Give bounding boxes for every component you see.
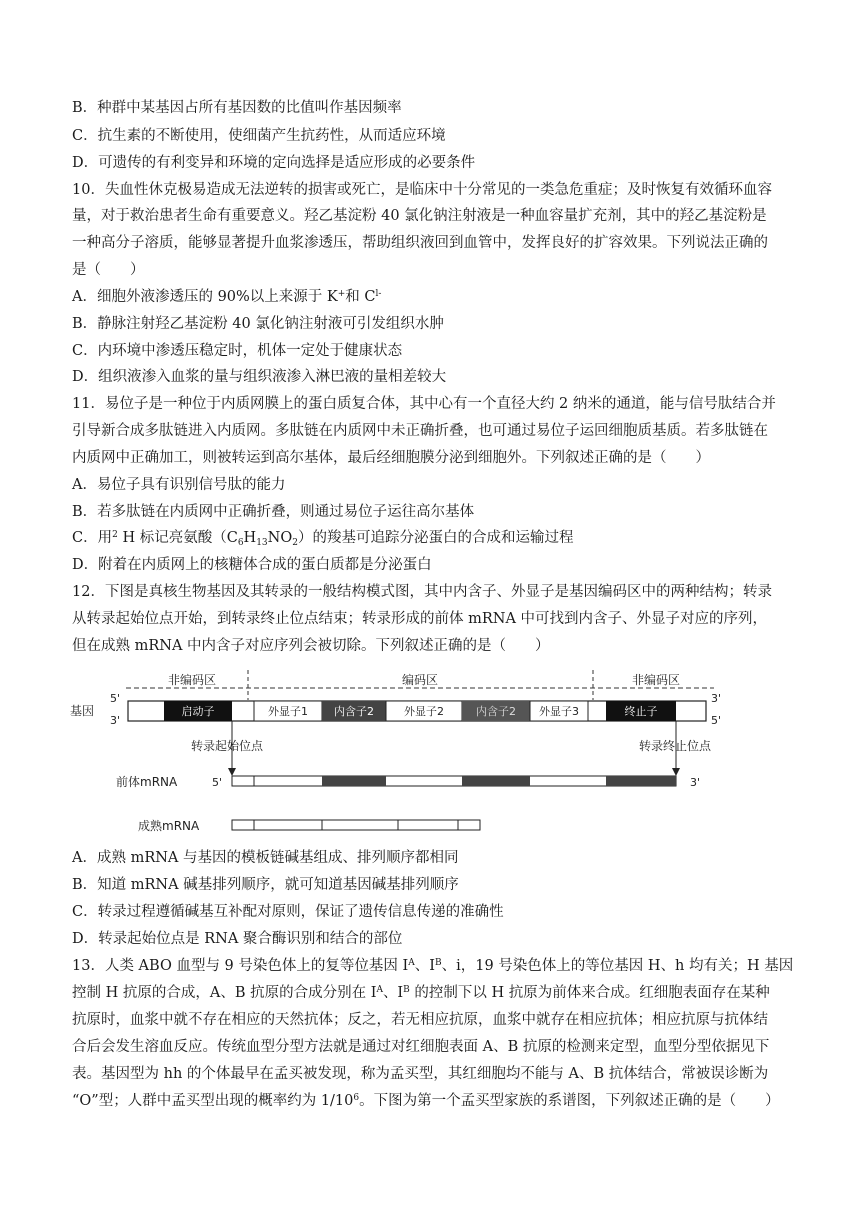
gene-label: 基因	[70, 704, 95, 718]
q11-stem-line-2: 引导新合成多肽链进入内质网。多肽链在内质网中未正确折叠，也可通过易位子运回细胞质基质。若多肽链在	[72, 423, 768, 439]
formula-subscript-c: 6	[237, 538, 244, 548]
q13-stem-line-3: 抗原时，血浆中就不存在相应的天然抗体；反之，若无相应抗原，血浆中就存在相应抗体；相应抗原与抗体结	[72, 1012, 768, 1028]
mature-mrna-bar	[232, 820, 480, 830]
exon3-label: 外显子3	[539, 705, 579, 718]
terminator-label: 终止子	[624, 705, 658, 718]
allele-a-sup: A	[408, 958, 415, 968]
q11-option-c-text-2: H 标记亮氨酸（C	[117, 530, 238, 546]
formula-no: NO	[267, 530, 293, 546]
exon2-label: 外显子2	[404, 705, 444, 718]
q9-option-b: B．种群中某基因占所有基因数的比值叫作基因频率	[72, 100, 402, 116]
q10-stem-line-3: 一种高分子溶质，能够显著提升血浆渗透压，帮助组织液回到血管中，发挥良好的扩容效果。下列说法正确的	[72, 235, 768, 251]
strand-5-top: 5'	[110, 692, 121, 705]
q13-line2-text-2: 、I	[382, 985, 404, 1001]
intron2a-label: 内含子2	[334, 705, 374, 718]
isotope-mass-number: 2	[112, 530, 118, 540]
q11-option-a: A．易位子具有识别信号肽的能力	[72, 477, 286, 493]
strand-3-bottom: 3'	[110, 714, 121, 727]
q10-stem-line-4: 是（ ）	[72, 262, 145, 278]
pre-mrna-3: 3'	[690, 776, 701, 789]
q13-line1-text-2: 、I	[414, 958, 435, 974]
promoter-label: 启动子	[181, 705, 215, 718]
q11-option-c	[72, 528, 802, 548]
q13-stem-line-6	[72, 1091, 802, 1111]
q10-option-c: C．内环境中渗透压稳定时，机体一定处于健康状态	[72, 343, 403, 359]
allele-a-sup-2: A	[376, 985, 383, 995]
q12-stem-line-2: 从转录起始位点开始，到转录终止位点结束；转录形成的前体 mRNA 中可找到内含子、外显子对应的序列，	[72, 611, 768, 627]
pre-mrna-intron-1	[322, 776, 386, 786]
q12-option-c: C．转录过程遵循碱基互补配对原则，保证了遗传信息传递的准确性	[72, 904, 504, 920]
intron2b-label: 内含子2	[476, 705, 516, 718]
q11-stem-line-1: 11．易位子是一种位于内质网膜上的蛋白质复合体，其中心有一个直径大约 2 纳米的通道，能与信号肽结合并	[72, 396, 776, 412]
pre-mrna-5: 5'	[212, 776, 223, 789]
exponent: 6	[353, 1093, 360, 1103]
q13-stem-line-2	[72, 983, 802, 1003]
tx-start-label: 转录起始位点	[191, 739, 264, 753]
q12-stem-line-3: 但在成熟 mRNA 中内含子对应序列会被切除。下列叙述正确的是（ ）	[72, 638, 550, 654]
formula-subscript-o: 2	[292, 538, 298, 548]
q12-option-b: B．知道 mRNA 碱基排列顺序，就可知道基因碱基排列顺序	[72, 877, 459, 893]
q11-stem-line-3: 内质网中正确加工，则被转运到高尔基体，最后经细胞膜分泌到细胞外。下列叙述正确的是（ ）	[72, 450, 710, 466]
q11-option-c-text-3: ）的羧基可追踪分泌蛋白的合成和运输过程	[297, 530, 574, 546]
allele-b-sup: B	[434, 958, 442, 968]
formula-subscript-h: 13	[256, 538, 268, 548]
q9-option-c: C．抗生素的不断使用，使细菌产生抗药性，从而适应环境	[72, 128, 446, 144]
q12-option-d: D．转录起始位点是 RNA 聚合酶识别和结合的部位	[72, 931, 403, 947]
q12-stem-line-1: 12．下图是真核生物基因及其转录的一般结构模式图，其中内含子、外显子是基因编码区中的两种结构；转录	[72, 584, 772, 600]
strand-5-bottom-right: 5'	[711, 714, 722, 727]
formula-h: H	[243, 530, 257, 546]
q11-option-b: B．若多肽链在内质网中正确折叠，则通过易位子运往高尔基体	[72, 504, 475, 520]
region-noncoding-left: 非编码区	[167, 673, 217, 687]
q10-option-a-text-2: 和 C	[345, 289, 376, 305]
q13-stem-line-5: 表。基因型为 hh 的个体最早在孟买被发现，称为孟买型，其红细胞均不能与 A、B 抗体结合，常被误诊断为	[72, 1066, 769, 1082]
q10-option-b: B．静脉注射羟乙基淀粉 40 氯化钠注射液可引发组织水肿	[72, 316, 444, 332]
q13-line6-text: “O”型；人群中孟买型出现的概率约为 1/10	[72, 1093, 354, 1109]
region-coding: 编码区	[401, 673, 439, 687]
q13-line2-text: 控制 H 抗原的合成，A、B 抗原的合成分别在 I	[72, 985, 377, 1001]
gene-structure-diagram	[66, 664, 736, 842]
q10-option-a	[72, 287, 802, 307]
q10-option-a-text: A．细胞外液渗透压的 90%以上来源于 K	[72, 289, 338, 305]
q9-option-d: D．可遗传的有利变异和环境的定向选择是适应形成的必要条件	[72, 155, 476, 171]
cl-ion-charge: l-	[375, 289, 382, 299]
mature-mrna-label: 成熟mRNA	[138, 819, 200, 833]
exon1-label: 外显子1	[268, 705, 308, 718]
strand-3-top-right: 3'	[711, 692, 722, 705]
tx-end-label: 转录终止位点	[639, 739, 712, 753]
allele-b-sup-2: B	[403, 985, 410, 995]
pre-mrna-intron-2	[462, 776, 530, 786]
q13-stem-line-4: 合后会发生溶血反应。传统血型分型方法就是通过对红细胞表面 A、B 抗原的检测来定型，血型分型依据见下	[72, 1039, 770, 1055]
q11-option-d: D．附着在内质网上的核糖体合成的蛋白质都是分泌蛋白	[72, 557, 432, 573]
q10-stem-line-1: 10．失血性休克极易造成无法逆转的损害或死亡，是临床中十分常见的一类急危重症；及时恢复有效循环血容	[72, 182, 772, 198]
q10-stem-line-2: 量，对于救治患者生命有重要意义。羟乙基淀粉 40 氯化钠注射液是一种血容量扩充剂，其中的羟乙基淀粉是	[72, 208, 767, 224]
k-ion-charge: +	[337, 289, 346, 299]
pre-mrna-label: 前体mRNA	[116, 775, 178, 789]
region-noncoding-right: 非编码区	[631, 673, 681, 687]
q13-line6-text-2: 。下图为第一个孟买型家族的系谱图，下列叙述正确的是（ ）	[359, 1093, 780, 1109]
q10-option-d: D．组织液渗入血浆的量与组织液渗入淋巴液的量相差较大	[72, 369, 447, 385]
q13-line2-text-3: 的控制下以 H 抗原为前体来合成。红细胞表面存在某种	[409, 985, 770, 1001]
q13-line1-text-3: 、i，19 号染色体上的等位基因 H、h 均有关；H 基因	[441, 958, 794, 974]
q12-option-a: A．成熟 mRNA 与基因的模板链碱基组成、排列顺序都相同	[72, 850, 459, 866]
q11-option-c-text: C．用	[72, 530, 113, 546]
q13-stem-line-1	[72, 956, 802, 976]
q13-line1-text: 13．人类 ABO 血型与 9 号染色体上的复等位基因 I	[72, 958, 409, 974]
pre-mrna-tail	[606, 776, 676, 786]
